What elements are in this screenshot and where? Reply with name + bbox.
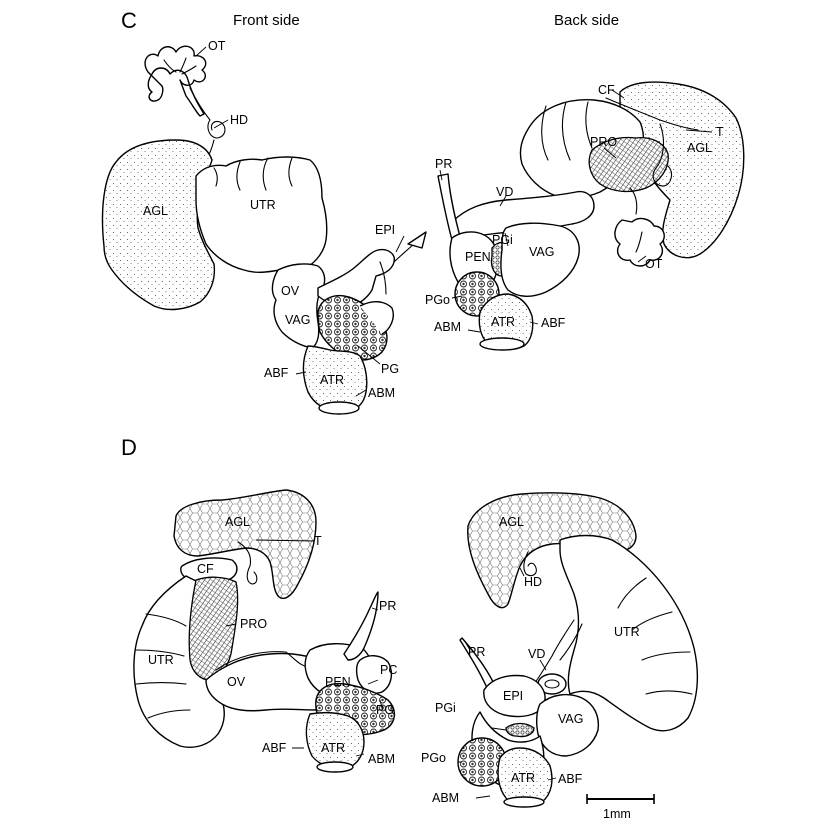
label-d-back-utr: UTR bbox=[614, 625, 640, 639]
label-d-front-pc: PC bbox=[380, 663, 398, 677]
label-c-front-hd: HD bbox=[230, 113, 249, 127]
label-d-back-hd: HD bbox=[524, 575, 543, 589]
c-front-agl bbox=[103, 140, 215, 309]
label-c-back-ot: OT bbox=[645, 257, 663, 271]
label-d-back-abf: ABF bbox=[558, 772, 583, 786]
label-d-front-agl: AGL bbox=[225, 515, 251, 529]
label-c-back-pr: PR bbox=[435, 157, 453, 171]
label-c-front-abm: ABM bbox=[368, 386, 396, 400]
heading-back-side: Back side bbox=[554, 12, 620, 29]
c-back-pr bbox=[438, 174, 462, 244]
label-d-front-abm: ABM bbox=[368, 752, 396, 766]
label-c-front-pg: PG bbox=[381, 362, 400, 376]
label-c-back-cf: CF bbox=[598, 83, 615, 97]
label-c-front-vag: VAG bbox=[285, 313, 311, 327]
label-c-back-pgi: PGi bbox=[492, 233, 513, 247]
label-d-front-utr: UTR bbox=[148, 653, 174, 667]
label-c-back-vd: VD bbox=[496, 185, 514, 199]
label-c-front-utr: UTR bbox=[250, 198, 276, 212]
label-c-back-pro: PRO bbox=[590, 135, 618, 149]
d-front-pr bbox=[344, 592, 378, 660]
panel-c bbox=[103, 8, 744, 414]
label-d-back-vd: VD bbox=[528, 647, 546, 661]
panel-c-back-view bbox=[425, 12, 744, 350]
label-d-back-pgi: PGi bbox=[435, 701, 456, 715]
label-d-back-epi: EPI bbox=[503, 689, 524, 703]
label-c-front-atr: ATR bbox=[320, 373, 345, 387]
d-back-atr-opening bbox=[504, 797, 544, 807]
panel-d-back-view bbox=[421, 493, 697, 807]
c-front-epi-tip bbox=[408, 232, 426, 248]
label-d-front-pen: PEN bbox=[325, 675, 351, 689]
label-d-front-abf: ABF bbox=[262, 741, 287, 755]
label-d-front-t: T bbox=[314, 534, 322, 548]
label-d-front-pro: PRO bbox=[240, 617, 268, 631]
c-front-utr bbox=[196, 157, 327, 272]
panel-letter-c: C bbox=[121, 8, 137, 33]
c-front-atr-opening bbox=[319, 402, 359, 414]
scale-bar bbox=[587, 794, 654, 821]
label-c-back-atr: ATR bbox=[491, 315, 516, 329]
c-back-atr-opening bbox=[480, 338, 524, 350]
label-c-back-t: T bbox=[716, 125, 724, 139]
label-d-back-pr: PR bbox=[468, 645, 486, 659]
label-d-front-pg: PG bbox=[376, 703, 395, 717]
label-d-front-pr: PR bbox=[379, 599, 397, 613]
c-front-ov-vag bbox=[272, 264, 324, 348]
heading-front-side: Front side bbox=[233, 12, 300, 29]
label-c-back-vag: VAG bbox=[529, 245, 555, 259]
panel-d bbox=[121, 435, 697, 807]
d-back-pgi bbox=[506, 724, 534, 737]
label-c-back-pen: PEN bbox=[465, 250, 491, 264]
hd-duct bbox=[190, 88, 225, 138]
label-c-front-abf: ABF bbox=[264, 366, 289, 380]
label-c-back-abm: ABM bbox=[434, 320, 462, 334]
label-d-back-vag: VAG bbox=[558, 712, 584, 726]
label-c-back-pgo: PGo bbox=[425, 293, 451, 307]
label-d-front-atr: ATR bbox=[321, 741, 346, 755]
panel-letter-d: D bbox=[121, 435, 137, 460]
label-c-front-agl: AGL bbox=[143, 204, 169, 218]
label-c-front-ov: OV bbox=[281, 284, 300, 298]
scale-bar-label: 1mm bbox=[603, 807, 631, 821]
label-d-back-pgo: PGo bbox=[421, 751, 447, 765]
label-d-back-abm: ABM bbox=[432, 791, 460, 805]
panel-d-front-view bbox=[134, 490, 397, 772]
panel-c-front-view bbox=[103, 12, 427, 414]
label-d-front-cf: CF bbox=[197, 562, 214, 576]
label-d-front-ov: OV bbox=[227, 675, 246, 689]
label-d-back-atr: ATR bbox=[511, 771, 536, 785]
label-c-back-agl: AGL bbox=[687, 141, 713, 155]
c-back-ot bbox=[615, 188, 664, 266]
ot-structure bbox=[145, 46, 206, 116]
d-front-atr-opening bbox=[317, 762, 353, 772]
label-d-back-agl: AGL bbox=[499, 515, 525, 529]
label-c-back-abf: ABF bbox=[541, 316, 566, 330]
label-c-front-epi: EPI bbox=[375, 223, 396, 237]
label-c-front-ot: OT bbox=[208, 39, 226, 53]
